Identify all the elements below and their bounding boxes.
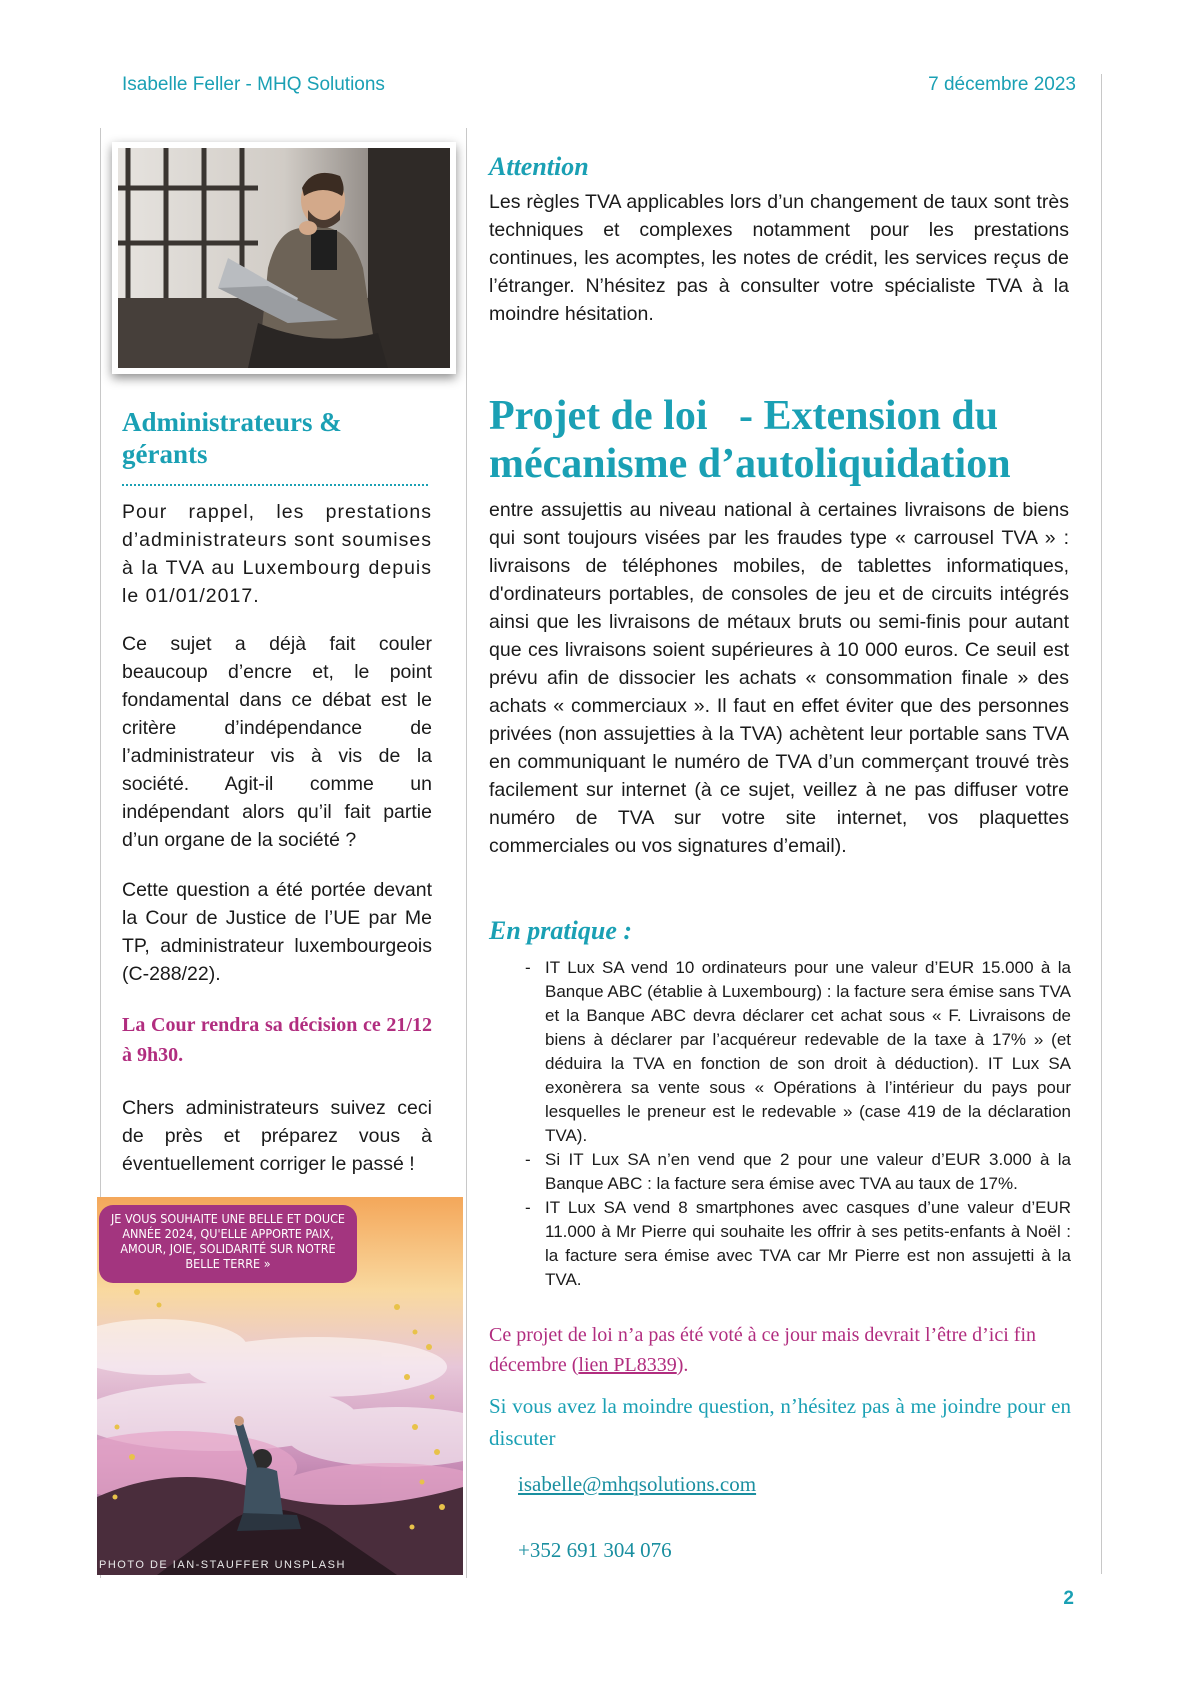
law-status-text-before: Ce projet de loi n’a pas été voté à ce jour mais devrait l’être d’ici fin décembre ( [489, 1324, 1037, 1376]
new-year-greeting-poster [97, 1197, 463, 1575]
sidebar-paragraph-3: Cette question a été portée devant la Cour de Justice de l’UE par Me TP, administrateur luxembourgeois (C-288/22). [122, 879, 432, 985]
court-decision-highlight: La Cour rendra sa décision ce 21/12 à 9h30. [122, 1014, 432, 1066]
law-project-title [489, 392, 1089, 488]
sidebar-paragraph-2: Ce sujet a déjà fait couler beaucoup d’encre et, le point fondamental dans ce débat est le critère d’indépendance de l’administrateur vis à vis de la société. Agit-il comme un indépendant alors qu’il fait partie d’un organe de la société ? [122, 633, 432, 851]
header-date: 7 décembre 2023 [928, 74, 1076, 95]
phone-number[interactable]: +352 691 304 076 [518, 1538, 672, 1562]
list-item [489, 1196, 1071, 1292]
example-list [489, 956, 1071, 1292]
list-item [489, 1148, 1071, 1196]
greeting-banner: JE VOUS SOUHAITE UNE BELLE ET DOUCE ANNÉE 2024, QU'ELLE APPORTE PAIX, AMOUR, JOIE, SOLIDARITÉ SUR NOTRE BELLE TERRE » [99, 1205, 357, 1283]
list-dash: - [525, 958, 531, 977]
email-link[interactable]: isabelle@mhqsolutions.com [518, 1472, 757, 1496]
law-status-note [489, 1320, 1071, 1380]
column-divider-middle [466, 128, 467, 1578]
header-author: Isabelle Feller - MHQ Solutions [122, 74, 385, 95]
attention-heading: Attention [489, 152, 589, 181]
sidebar-title: Administrateurs & gérants [122, 407, 342, 469]
page-number: 2 [1063, 1588, 1074, 1609]
attention-paragraph: Les règles TVA applicables lors d’un changement de taux sont très techniques et complexes notamment pour les prestations continues, les acomptes, les notes de crédit, les services reçus de l’étranger. N’hésitez pas à consulter votre spécialiste TVA à la moindre hésitation. [489, 191, 1069, 325]
list-item [489, 956, 1071, 1148]
man-with-laptop-image [118, 148, 450, 368]
title-dotted-divider [122, 484, 428, 486]
law-title-line-1: Projet de loi - Extension du [489, 393, 999, 439]
pl8339-link[interactable]: lien PL8339 [578, 1354, 677, 1376]
photo-credit: PHOTO DE IAN-STAUFFER UNSPLASH [99, 1559, 346, 1571]
list-dash: - [525, 1150, 531, 1169]
en-pratique-heading: En pratique : [489, 916, 633, 945]
law-body-paragraph: entre assujettis au niveau national à certaines livraisons de biens qui sont toujours visées par les fraudes type « carrousel TVA » : livraisons de téléphones mobiles, de tablettes informatiques, d'ordinateurs portables, de consoles de jeu et de circuits intégrés ainsi que les livraisons de métaux bruts ou semi-finis pour autant que ces livraisons soient supérieures à 10 000 euros. Ce seuil est prévu afin de dissocier les achats « consommation finale » des achats « commerciaux ». Il faut en effet éviter que des personnes privées (non assujetties à la TVA) achètent leur portable sans TVA en communiquant le numéro de TVA d’un commerçant trouvé très facilement sur internet (à ce sujet, veillez à ne pas diffuser votre numéro de TVA sur votre site internet, vos plaquettes commerciales ou vos signatures d’email). [489, 499, 1069, 857]
list-dash: - [525, 1198, 531, 1217]
list-item-text: IT Lux SA vend 8 smartphones avec casques d’une valeur d’EUR 11.000 à Mr Pierre qui souhaite les offrir à ses petits-enfants à Noël : la facture sera émise avec TVA car Mr Pierre est non assujetti à la TVA. [545, 1198, 1071, 1289]
list-item-text: IT Lux SA vend 10 ordinateurs pour une valeur d’EUR 15.000 à la Banque ABC (établie à Luxembourg) : la facture sera émise sans TVA et la Banque ABC devra déclarer cet achat sous « F. Livraisons de biens à déclarer par l’acquéreur redevable de la taxe à 17% » (et déduira la TVA en fonction de son droit à déduction). IT Lux SA exonèrera sa vente sous « Opérations à l’intérieur du pays pour lesquelles le preneur est le redevable » (case 419 de la déclaration TVA). [545, 958, 1071, 1145]
business-man-photo [112, 142, 456, 374]
list-item-text: Si IT Lux SA n’en vend que 2 pour une valeur d’EUR 3.000 à la Banque ABC : la facture sera émise avec TVA au taux de 17%. [545, 1150, 1071, 1193]
sidebar-paragraph-1: Pour rappel, les prestations d’administrateurs sont soumises à la TVA au Luxembourg depuis le 01/01/2017. [122, 501, 432, 607]
sidebar-closing-paragraph: Chers administrateurs suivez ceci de près et préparez vous à éventuellement corriger le passé ! [122, 1097, 432, 1175]
law-status-text-after: ). [676, 1354, 689, 1376]
column-divider-right [1101, 74, 1102, 1574]
law-title-line-2: mécanisme d’autoliquidation [489, 441, 1011, 487]
contact-invitation: Si vous avez la moindre question, n’hésitez pas à me joindre pour en discuter [489, 1394, 1071, 1450]
